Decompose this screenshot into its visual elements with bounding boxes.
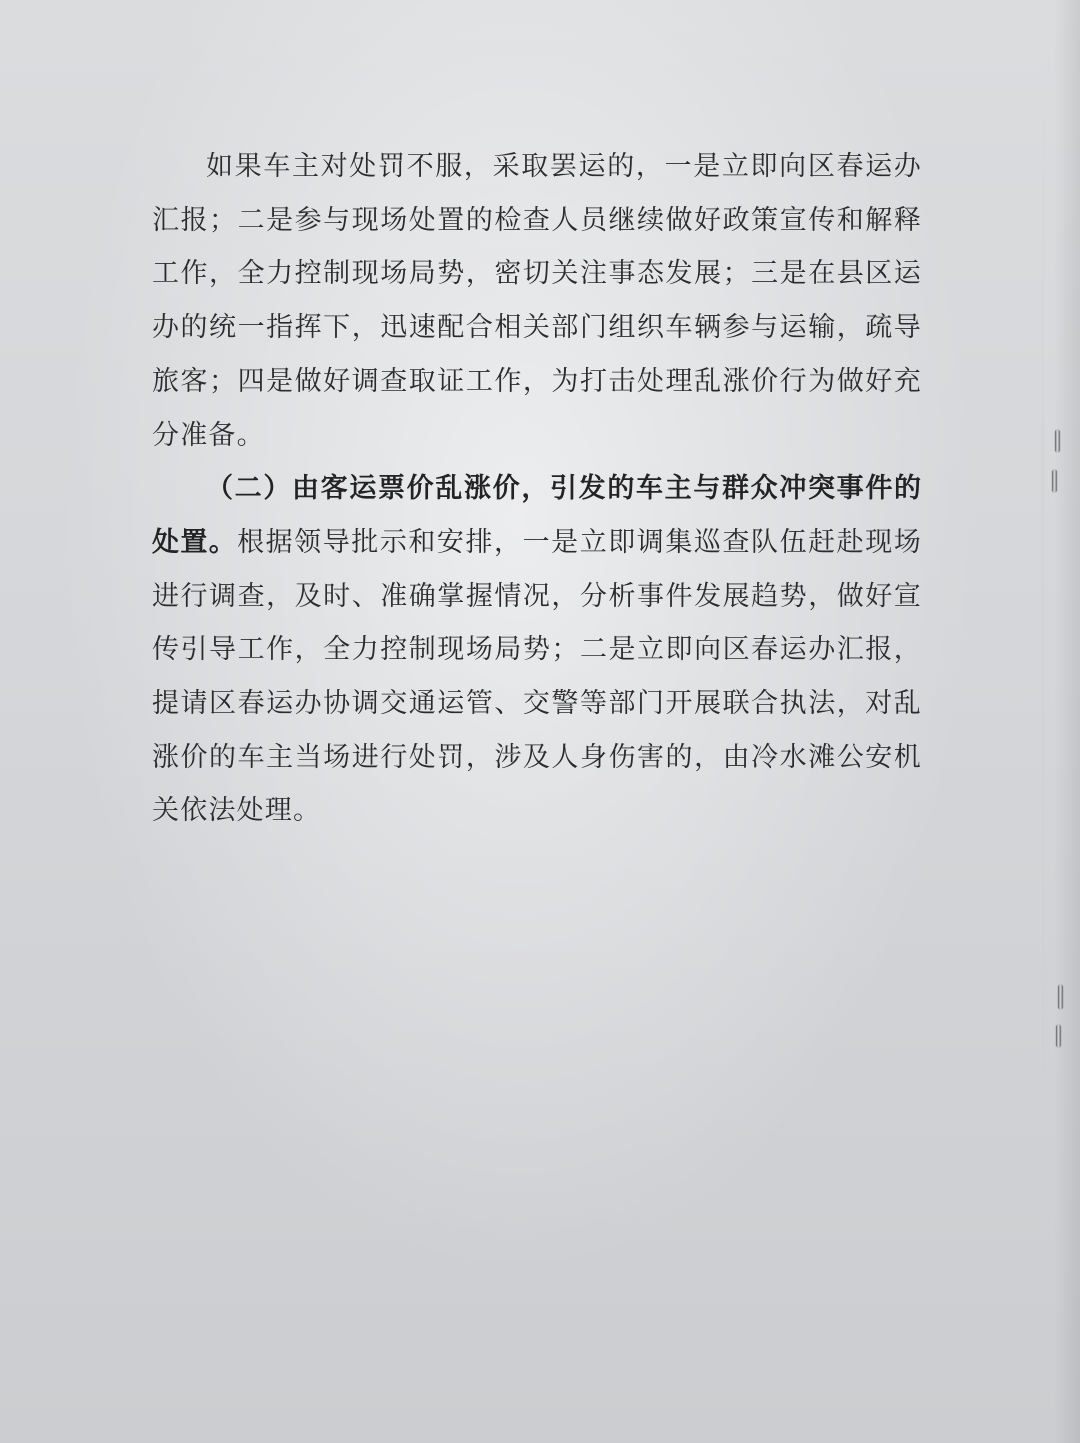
- page-edge-line: [1042, 0, 1044, 1443]
- staple-icon: [1055, 430, 1060, 452]
- paragraph-price-conflict-handling: [152, 462, 922, 838]
- document-body: [152, 140, 922, 838]
- page-edge-shadow: [1054, 0, 1080, 1443]
- staple-icon: [1058, 985, 1063, 1009]
- paragraph-text: 如果车主对处罚不服，采取罢运的，一是立即向区春运办汇报；二是参与现场处置的检查人员继续做好政策宣传和解释工作，全力控制现场局势，密切关注事态发展；三是在县区运办的统一指挥下，迅速配合相关部门组织车辆参与运输，疏导旅客；四是做好调查取证工作，为打击处理乱涨价行为做好充分准备。: [152, 151, 922, 451]
- paragraph-text: 根据领导批示和安排，一是立即调集巡查队伍赶赴现场进行调查，及时、准确掌握情况，分析事件发展趋势，做好宣传引导工作，全力控制现场局势；二是立即向区春运办汇报，提请区春运办协调交通运管、交警等部门开展联合执法，对乱涨价的车主当场进行处罚，涉及人身伤害的，由冷水滩公安机关依法处理。: [152, 526, 922, 827]
- staple-icon: [1056, 1025, 1061, 1047]
- section-heading: （二）由客运票价乱涨价，引发的车主与群众冲突事件的处置。: [152, 473, 922, 558]
- paragraph-strike-handling: [152, 140, 922, 462]
- staple-icon: [1052, 470, 1057, 492]
